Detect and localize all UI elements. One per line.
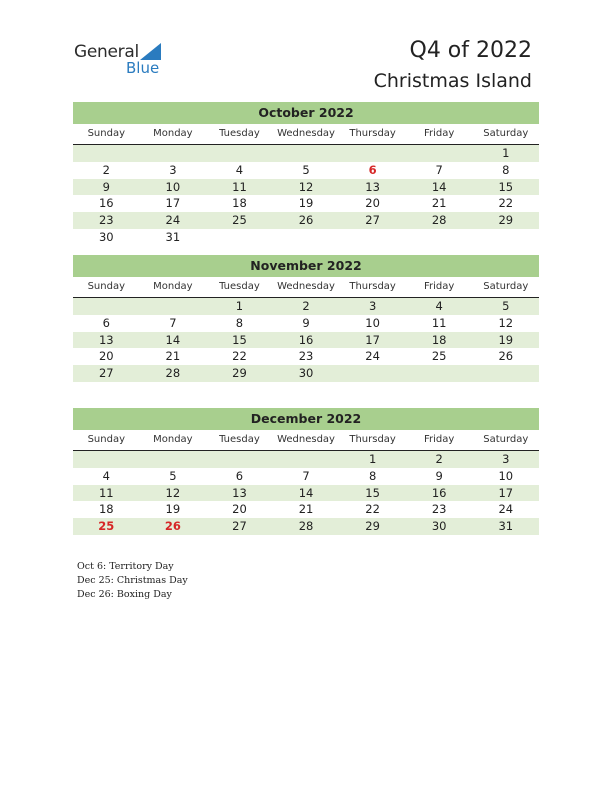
day-cell: 30 (431, 519, 447, 534)
weekday-label: Monday (153, 434, 193, 445)
day-cell: 9 (102, 179, 110, 194)
day-cell: 14 (431, 179, 447, 194)
week-row (73, 298, 539, 315)
day-cell: 24 (365, 349, 380, 364)
weekday-label: Saturday (483, 128, 529, 139)
day-cell: 15 (498, 179, 514, 194)
day-cell (406, 145, 473, 162)
day-cell: 22 (365, 502, 380, 517)
day-cell: 20 (365, 196, 380, 211)
day-cell (406, 365, 473, 382)
day-cell: 18 (232, 196, 247, 211)
holiday-note: Dec 26: Boxing Day (77, 589, 172, 600)
logo (74, 42, 160, 77)
day-cell: 12 (298, 179, 314, 194)
weekday-label: Tuesday (219, 434, 260, 445)
weekday-label: Sunday (87, 434, 125, 445)
week-row (73, 468, 539, 485)
day-cell (73, 145, 140, 162)
day-cell (140, 298, 207, 315)
day-cell: 19 (498, 332, 514, 347)
weekday-label: Wednesday (277, 128, 335, 139)
day-cell: 13 (232, 485, 247, 500)
day-cell: 13 (98, 332, 114, 347)
day-cell: 1 (368, 452, 377, 466)
weekday-label: Saturday (483, 281, 529, 292)
day-cell: 7 (435, 162, 443, 177)
day-cell: 21 (298, 502, 314, 517)
day-cell (339, 229, 406, 246)
day-cell: 11 (98, 485, 114, 500)
holiday-notes (77, 560, 188, 602)
month-title: November 2022 (73, 255, 539, 277)
logo-triangle-icon (140, 43, 161, 60)
page-subtitle: Christmas Island (373, 70, 532, 92)
day-cell: 17 (365, 332, 380, 347)
day-cell: 25 (232, 213, 247, 228)
weekday-label: Friday (424, 434, 455, 445)
day-cell: 27 (232, 519, 247, 534)
day-cell: 17 (165, 196, 181, 211)
weekday-label: Thursday (349, 128, 396, 139)
weekday-label: Tuesday (219, 128, 260, 139)
day-cell: 31 (165, 229, 181, 244)
weekday-label: Sunday (87, 128, 125, 139)
day-cell: 3 (368, 299, 377, 313)
day-cell: 29 (498, 213, 514, 228)
day-cell: 15 (365, 485, 380, 500)
month-title: December 2022 (73, 408, 539, 430)
weekday-label: Tuesday (219, 281, 260, 292)
day-cell: 28 (165, 366, 181, 381)
day-cell: 11 (232, 179, 247, 194)
day-cell: 26 (298, 213, 314, 228)
weekday-header (73, 432, 539, 451)
day-cell (73, 451, 140, 468)
day-cell: 24 (165, 213, 181, 228)
day-cell: 27 (98, 366, 114, 381)
day-cell: 14 (298, 485, 314, 500)
week-row (73, 195, 539, 212)
day-cell: 18 (98, 502, 114, 517)
day-cell: 4 (435, 299, 443, 313)
weekday-label: Wednesday (277, 281, 335, 292)
day-cell: 8 (235, 315, 244, 330)
week-row (73, 348, 539, 365)
day-cell: 9 (302, 315, 310, 330)
weekday-label: Monday (153, 128, 193, 139)
logo-general-text: General (74, 42, 139, 62)
day-cell: 26 (498, 349, 514, 364)
week-row (73, 518, 539, 535)
day-cell: 20 (232, 502, 247, 517)
day-cell: 26 (164, 519, 181, 534)
day-cell: 10 (498, 468, 514, 483)
day-cell: 19 (165, 502, 181, 517)
day-cell: 6 (102, 315, 110, 330)
day-cell (406, 229, 473, 246)
day-cell: 12 (165, 485, 181, 500)
day-cell (73, 298, 140, 315)
day-cell: 10 (365, 315, 380, 330)
day-cell: 21 (431, 196, 447, 211)
day-cell: 18 (431, 332, 447, 347)
day-cell: 9 (435, 468, 443, 483)
day-cell: 29 (232, 366, 247, 381)
day-cell: 3 (169, 162, 177, 177)
weekday-label: Sunday (87, 281, 125, 292)
day-cell: 2 (302, 299, 310, 313)
day-cell: 3 (502, 452, 510, 466)
day-cell: 13 (365, 179, 380, 194)
week-row (73, 332, 539, 349)
day-cell: 5 (302, 162, 310, 177)
day-cell (339, 365, 406, 382)
weekday-label: Friday (424, 281, 455, 292)
day-cell (140, 451, 207, 468)
day-cell (140, 145, 207, 162)
day-cell: 5 (169, 468, 177, 483)
day-cell: 1 (502, 146, 510, 160)
weekday-label: Monday (153, 281, 193, 292)
week-row (73, 365, 539, 382)
weekday-label: Thursday (349, 281, 396, 292)
weekday-label: Saturday (483, 434, 529, 445)
week-row (73, 315, 539, 332)
day-cell: 25 (98, 519, 115, 534)
day-cell: 2 (435, 452, 443, 466)
day-cell: 7 (302, 468, 310, 483)
week-row (73, 145, 539, 162)
day-cell: 6 (235, 468, 244, 483)
day-cell (206, 451, 273, 468)
day-cell (273, 145, 340, 162)
day-cell: 2 (102, 162, 110, 177)
day-cell: 4 (235, 162, 244, 177)
day-cell: 28 (431, 213, 447, 228)
week-row (73, 485, 539, 502)
day-cell: 20 (98, 349, 114, 364)
day-cell: 6 (368, 162, 377, 177)
day-cell (472, 229, 539, 246)
day-cell: 23 (431, 502, 447, 517)
day-cell: 31 (498, 519, 514, 534)
day-cell: 17 (498, 485, 514, 500)
day-cell: 16 (298, 332, 314, 347)
day-cell (206, 145, 273, 162)
calendar-october (73, 102, 539, 246)
week-row (73, 451, 539, 468)
day-cell: 10 (165, 179, 181, 194)
day-cell (273, 229, 340, 246)
day-cell: 28 (298, 519, 314, 534)
week-row (73, 179, 539, 196)
day-cell: 22 (232, 349, 247, 364)
day-cell: 16 (431, 485, 447, 500)
day-cell: 19 (298, 196, 314, 211)
day-cell: 27 (365, 213, 380, 228)
day-cell: 21 (165, 349, 181, 364)
day-cell: 23 (98, 213, 114, 228)
day-cell: 1 (235, 299, 244, 313)
calendar-december (73, 408, 539, 535)
day-cell: 14 (165, 332, 181, 347)
day-cell: 15 (232, 332, 247, 347)
week-row (73, 501, 539, 518)
week-row (73, 229, 539, 246)
day-cell: 24 (498, 502, 514, 517)
day-cell: 11 (431, 315, 447, 330)
day-cell (472, 365, 539, 382)
day-cell (206, 229, 273, 246)
month-title: October 2022 (73, 102, 539, 124)
day-cell: 5 (502, 299, 510, 313)
week-row (73, 162, 539, 179)
logo-blue-text: Blue (126, 59, 160, 77)
day-cell: 22 (498, 196, 514, 211)
weekday-label: Friday (424, 128, 455, 139)
day-cell: 8 (368, 468, 377, 483)
day-cell: 25 (431, 349, 447, 364)
calendar-november (73, 255, 539, 382)
day-cell: 4 (102, 468, 110, 483)
day-cell: 23 (298, 349, 314, 364)
day-cell (273, 451, 340, 468)
weekday-label: Thursday (349, 434, 396, 445)
weekday-label: Wednesday (277, 434, 335, 445)
page-title: Q4 of 2022 (409, 38, 532, 63)
weekday-header (73, 279, 539, 298)
day-cell: 30 (98, 229, 114, 244)
day-cell: 8 (502, 162, 510, 177)
day-cell: 7 (169, 315, 177, 330)
week-row (73, 212, 539, 229)
holiday-note: Oct 6: Territory Day (77, 561, 174, 572)
day-cell (339, 145, 406, 162)
weekday-header (73, 126, 539, 145)
day-cell: 30 (298, 366, 314, 381)
holiday-note: Dec 25: Christmas Day (77, 575, 188, 586)
day-cell: 29 (365, 519, 380, 534)
day-cell: 12 (498, 315, 514, 330)
day-cell: 16 (98, 196, 114, 211)
